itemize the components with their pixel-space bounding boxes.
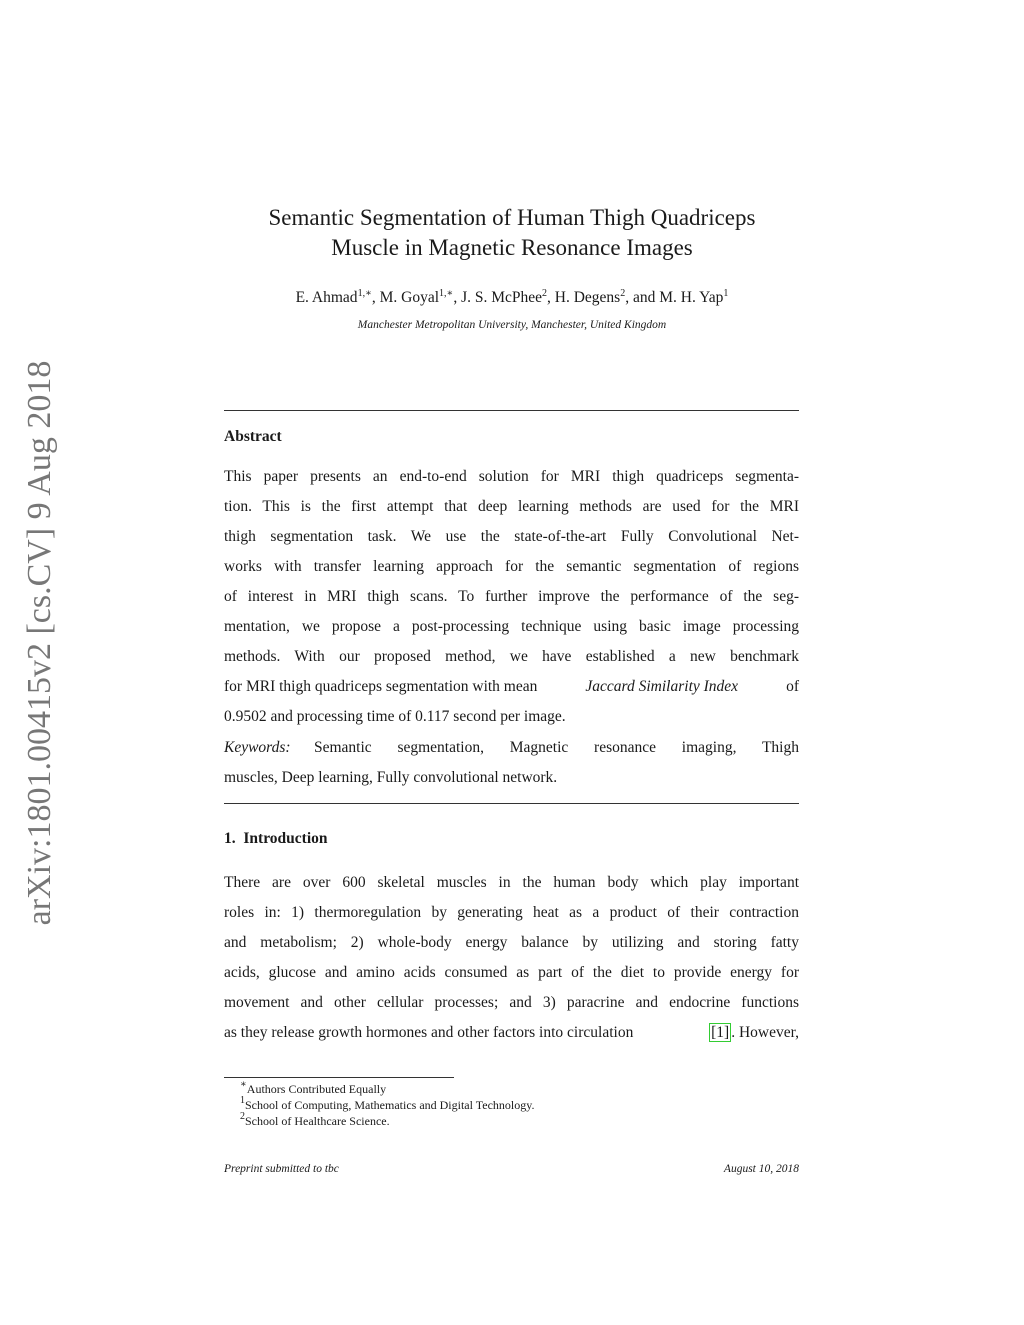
abstract-line: 0.9502 and processing time of 0.117 second per image. — [224, 708, 566, 725]
footer-date: August 10, 2018 — [723, 1163, 799, 1175]
introduction-heading: 1. Introduction — [224, 830, 328, 847]
abstract-line: mentation, we propose a post-processing technique using basic image processing — [224, 618, 799, 635]
body-line: There are over 600 skeletal muscles in the human body which play important — [224, 874, 799, 891]
body-line: and metabolism; 2) whole-body energy balance by utilizing and storing fatty — [224, 934, 799, 951]
divider — [224, 803, 799, 804]
abstract-line: of interest in MRI thigh scans. To further improve the performance of the seg- — [224, 588, 799, 605]
body-line: movement and other cellular processes; and 3) paracrine and endocrine functions — [224, 994, 799, 1011]
affiliation: Manchester Metropolitan University, Manchester, United Kingdom — [357, 319, 667, 331]
abstract-section — [224, 422, 799, 793]
abstract-line: for MRI thigh quadriceps segmentation with mean Jaccard Similarity Index of — [224, 678, 799, 695]
introduction-section — [224, 824, 799, 1048]
abstract-line: methods. With our proposed method, we have established a new benchmark — [224, 648, 799, 665]
author: M. Goyal$^{1,∗}$, — [379, 288, 462, 306]
title-line: Muscle in Magnetic Resonance Images — [331, 235, 693, 260]
author: M. H. Yap$^1$ — [659, 288, 729, 306]
title-line: Semantic Segmentation of Human Thigh Quadriceps — [268, 205, 756, 230]
body-line: as they release growth hormones and other factors into circulation [1] . However, — [224, 1024, 799, 1041]
author: J. S. McPhee$^2$, — [461, 288, 555, 306]
footnote: ∗Authors Contributed Equally — [240, 1079, 387, 1096]
keywords-line: Keywords: Semantic segmentation, Magnetic resonance imaging, Thigh — [224, 739, 799, 756]
footnotes — [224, 1081, 534, 1129]
arxiv-identifier: arXiv:1801.00415v2 [cs.CV] 9 Aug 2018 — [21, 360, 58, 926]
footnote: $^2$School of Healthcare Science. — [240, 1111, 390, 1128]
abstract-heading: Abstract — [224, 428, 282, 445]
footnote-rule — [224, 1077, 454, 1078]
citation-link[interactable]: [1] — [711, 1024, 730, 1041]
keywords-line: muscles, Deep learning, Fully convolutional network. — [224, 769, 558, 786]
abstract-line: thigh segmentation task. We use the state-of-the-art Fully Convolutional Net- — [224, 528, 799, 545]
footnote: $^1$School of Computing, Mathematics and Digital Technology. — [240, 1095, 535, 1112]
footer-preprint: Preprint submitted to tbc — [224, 1163, 339, 1175]
abstract-line: This paper presents an end-to-end solution for MRI thigh quadriceps segmenta- — [224, 468, 799, 485]
abstract-line: tion. This is the first attempt that deep learning methods are used for the MRI — [224, 498, 799, 515]
body-line: acids, glucose and amino acids consumed as part of the diet to provide energy for — [224, 964, 799, 981]
author: H. Degens$^2$, and — [554, 288, 660, 306]
paper-title — [0, 203, 1024, 263]
divider — [224, 410, 799, 411]
author-list — [0, 289, 1024, 307]
author: E. Ahmad$^{1,∗}$, — [295, 288, 380, 306]
abstract-line: works with transfer learning approach for the semantic segmentation of regions — [224, 558, 799, 575]
body-line: roles in: 1) thermoregulation by generating heat as a product of their contraction — [224, 904, 799, 921]
